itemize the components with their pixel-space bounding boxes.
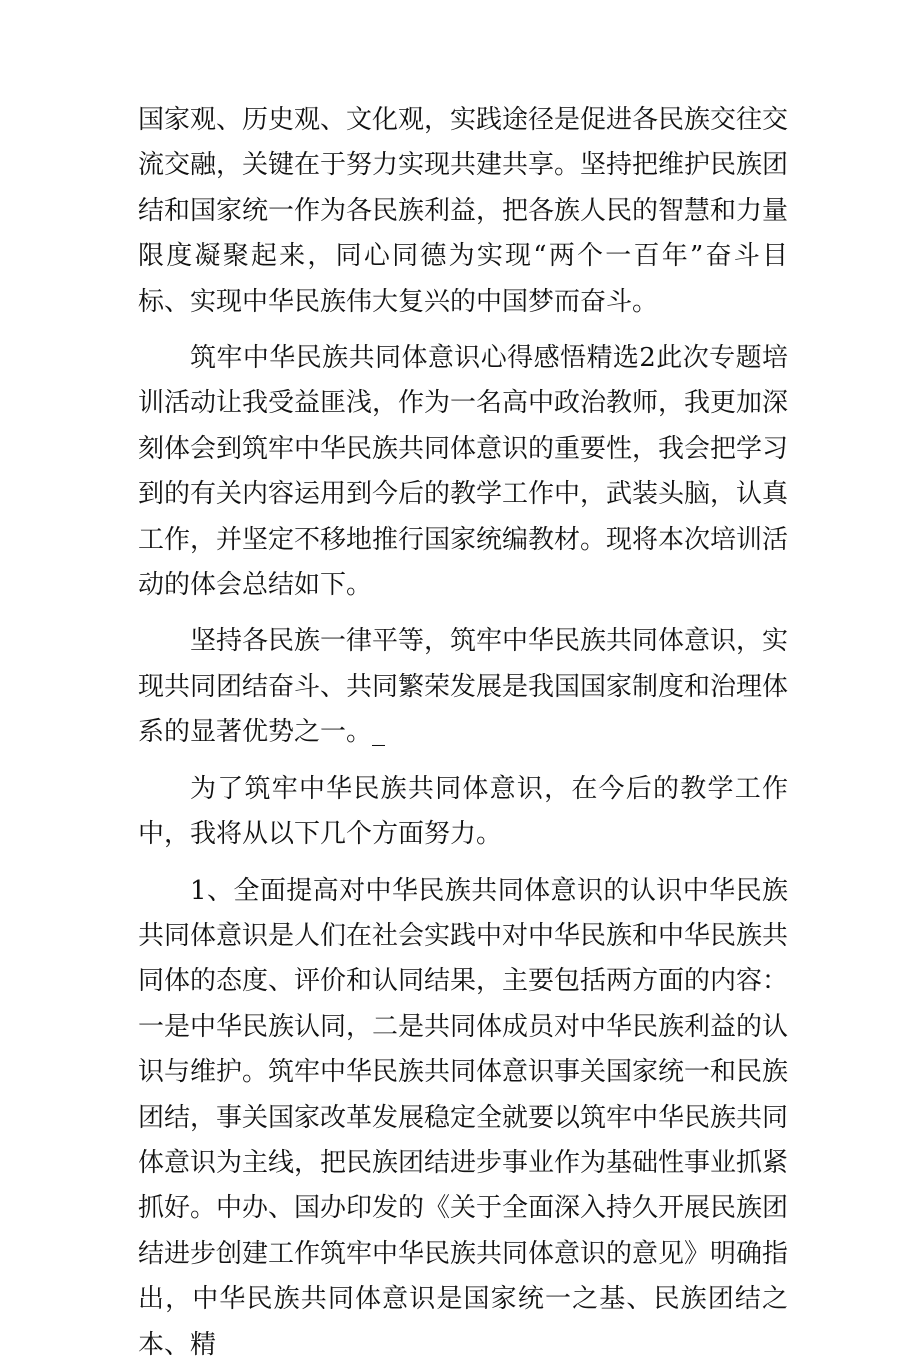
paragraph-continuation: 国家观、历史观、文化观，实践途径是促进各民族交往交流交融，关键在于努力实现共建共享。坚持把维护民族团结和国家统一作为各民族利益，把各族人民的智慧和力量限度凝聚起来，同心同德为实现“两个一百年”奋斗目标、实现中华民族伟大复兴的中国梦而奋斗。 (138, 105, 789, 317)
paragraph-efforts-intro: 为了筑牢中华民族共同体意识，在今后的教学工作中，我将从以下几个方面努力。 (138, 773, 788, 850)
paragraph-equality: 坚持各民族一律平等，筑牢中华民族共同体意识，实现共同团结奋斗、共同繁荣发展是我国国家制度和治理体系的显著优势之一。_ (138, 626, 789, 748)
document-body (138, 98, 788, 1368)
paragraph-point-1: 1、全面提高对中华民族共同体意识的认识中华民族共同体意识是人们在社会实践中对中华民族和中华民族共同体的态度、评价和认同结果，主要包括两方面的内容：一是中华民族认同，二是共同体成员对中华民族利益的认识与维护。筑牢中华民族共同体意识事关国家统一和民族团结，事关国家改革发展稳定全就要以筑牢中华民族共同体意识为主线，把民族团结进步事业作为基础性事业抓紧抓好。中办、国办印发的《关于全面深入持久开展民族团结进步创建工作筑牢中华民族共同体意识的意见》明确指出，中华民族共同体意识是国家统一之基、民族团结之本、精 (138, 875, 789, 1360)
paragraph-training-reflection: 筑牢中华民族共同体意识心得感悟精选2此次专题培训活动让我受益匪浅，作为一名高中政治教师，我更加深刻体会到筑牢中华民族共同体意识的重要性，我会把学习到的有关内容运用到今后的教学工作中，武装头脑，认真工作，并坚定不移地推行国家统编教材。现将本次培训活动的体会总结如下。 (138, 343, 789, 601)
